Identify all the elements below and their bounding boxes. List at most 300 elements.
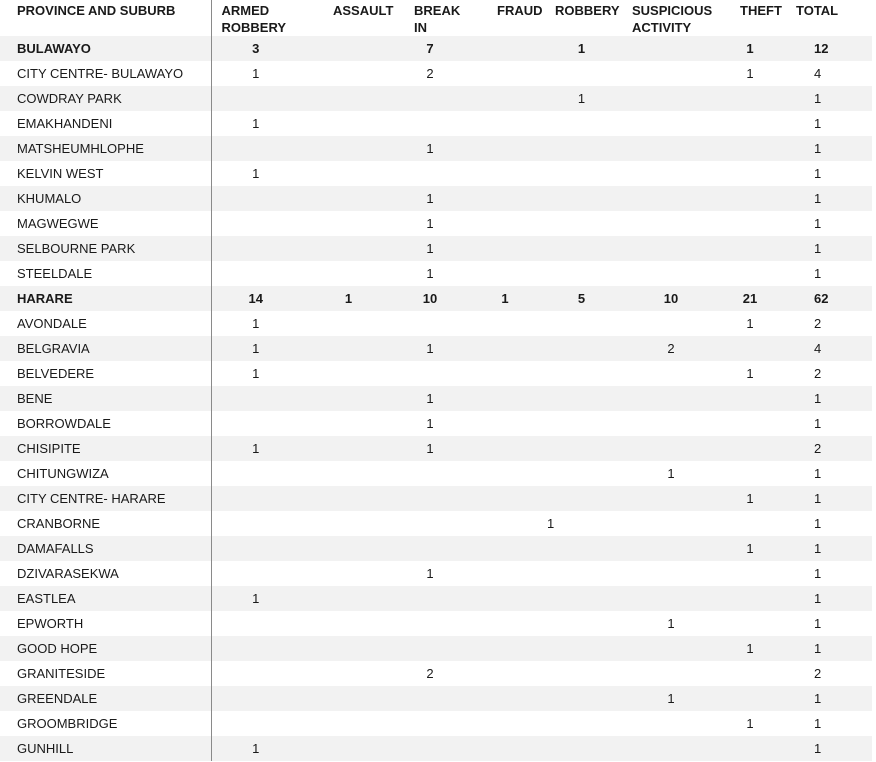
suspicious-activity-cell	[624, 436, 718, 461]
suburb-name-cell: COWDRAY PARK	[0, 86, 211, 111]
fraud-cell	[471, 636, 539, 661]
assault-cell	[308, 61, 389, 86]
table-row	[0, 736, 872, 761]
assault-cell	[308, 311, 389, 336]
total-cell: 1	[782, 686, 872, 711]
total-cell: 1	[814, 616, 822, 631]
total-cell: 4	[782, 336, 872, 361]
fraud-cell	[471, 686, 539, 711]
robbery-cell	[539, 111, 624, 136]
theft-cell	[718, 136, 782, 161]
suspicious-activity-cell: 1	[667, 466, 675, 481]
assault-cell	[308, 386, 389, 411]
fraud-cell	[471, 111, 539, 136]
header-province-suburb: PROVINCE AND SUBURB	[0, 0, 211, 36]
table-row	[0, 311, 872, 336]
break-in-cell	[389, 111, 471, 136]
table-row	[0, 611, 872, 636]
armed-robbery-cell	[211, 186, 308, 211]
theft-cell: 1	[746, 366, 754, 381]
assault-cell	[308, 336, 389, 361]
table-row	[0, 336, 872, 361]
armed-robbery-cell: 1	[211, 586, 308, 611]
robbery-cell	[539, 361, 624, 386]
suburb-name-cell: CITY CENTRE- BULAWAYO	[0, 61, 211, 86]
header-break-in: BREAK IN	[414, 3, 461, 35]
break-in-cell: 1	[426, 216, 434, 231]
robbery-cell	[539, 436, 624, 461]
fraud-cell	[471, 61, 539, 86]
total-cell: 1	[782, 386, 872, 411]
robbery-cell	[539, 686, 624, 711]
armed-robbery-cell	[211, 511, 308, 536]
table-row	[0, 436, 872, 461]
table-row	[0, 561, 872, 586]
robbery-cell	[539, 261, 624, 286]
total-cell: 12	[782, 36, 872, 61]
robbery-cell	[539, 211, 624, 236]
suspicious-activity-cell	[624, 636, 718, 661]
total-cell: 1	[814, 566, 822, 581]
header-theft: THEFT	[740, 3, 782, 18]
total-cell: 1	[782, 636, 872, 661]
suspicious-activity-cell	[624, 661, 718, 686]
robbery-cell	[539, 486, 624, 511]
suburb-name-cell: GREENDALE	[0, 686, 211, 711]
total-cell: 1	[782, 486, 872, 511]
total-cell: 1	[814, 266, 822, 281]
suspicious-activity-cell	[624, 61, 718, 86]
armed-robbery-cell	[211, 211, 308, 236]
total-cell: 1	[814, 416, 822, 431]
fraud-cell	[471, 411, 539, 436]
armed-robbery-cell: 1	[211, 736, 308, 761]
robbery-cell	[539, 611, 624, 636]
table-row	[0, 186, 872, 211]
robbery-cell	[539, 136, 624, 161]
break-in-cell	[389, 736, 471, 761]
armed-robbery-cell	[211, 536, 308, 561]
theft-cell: 1	[718, 486, 782, 511]
suburb-name-cell: GOOD HOPE	[0, 636, 211, 661]
robbery-cell: 1	[547, 516, 555, 531]
suburb-name-cell: EPWORTH	[0, 611, 211, 636]
break-in-cell: 1	[389, 386, 471, 411]
robbery-cell: 1	[539, 86, 624, 111]
total-cell: 1	[814, 166, 822, 181]
fraud-cell	[471, 661, 539, 686]
suburb-name-cell: CHITUNGWIZA	[0, 461, 211, 486]
total-cell: 2	[782, 436, 872, 461]
suspicious-activity-cell	[624, 536, 718, 561]
theft-cell	[718, 586, 782, 611]
break-in-cell: 1	[389, 136, 471, 161]
robbery-cell: 1	[539, 36, 624, 61]
table-row	[0, 586, 872, 611]
suburb-name-cell: BELVEDERE	[0, 361, 211, 386]
armed-robbery-cell: 14	[211, 286, 308, 311]
assault-cell	[308, 136, 389, 161]
suspicious-activity-cell	[624, 261, 718, 286]
assault-cell	[308, 686, 389, 711]
assault-cell	[308, 586, 389, 611]
table-row	[0, 661, 872, 686]
suburb-name-cell: MAGWEGWE	[0, 211, 211, 236]
assault-cell	[308, 361, 389, 386]
theft-cell: 1	[718, 536, 782, 561]
suspicious-activity-cell	[624, 186, 718, 211]
total-cell: 4	[814, 66, 822, 81]
header-suspicious-activity: SUSPICIOUS ACTIVITY	[632, 3, 713, 35]
fraud-cell	[471, 486, 539, 511]
assault-cell	[308, 511, 389, 536]
table-row	[0, 711, 872, 736]
armed-robbery-cell	[211, 236, 308, 261]
province-name-cell: HARARE	[0, 286, 211, 311]
theft-cell	[718, 661, 782, 686]
header-armed-robbery: ARMED ROBBERY	[221, 3, 287, 35]
fraud-cell	[471, 536, 539, 561]
break-in-cell	[389, 461, 471, 486]
fraud-cell	[471, 711, 539, 736]
table-row	[0, 411, 872, 436]
robbery-cell	[539, 161, 624, 186]
province-row	[0, 286, 872, 311]
table-row	[0, 686, 872, 711]
total-cell: 1	[782, 536, 872, 561]
fraud-cell	[471, 211, 539, 236]
fraud-cell	[471, 311, 539, 336]
fraud-cell: 1	[471, 286, 539, 311]
break-in-cell	[389, 486, 471, 511]
assault-cell: 1	[308, 286, 389, 311]
suburb-name-cell: CRANBORNE	[0, 511, 211, 536]
suspicious-activity-cell	[624, 736, 718, 761]
assault-cell	[308, 486, 389, 511]
break-in-cell: 2	[426, 666, 434, 681]
break-in-cell	[389, 711, 471, 736]
fraud-cell	[471, 261, 539, 286]
armed-robbery-cell: 1	[211, 336, 308, 361]
suburb-name-cell: GROOMBRIDGE	[0, 711, 211, 736]
suburb-name-cell: STEELDALE	[0, 261, 211, 286]
suspicious-activity-cell	[624, 411, 718, 436]
theft-cell	[718, 386, 782, 411]
assault-cell	[308, 111, 389, 136]
fraud-cell	[471, 86, 539, 111]
armed-robbery-cell	[211, 636, 308, 661]
theft-cell: 1	[746, 66, 754, 81]
fraud-cell	[471, 561, 539, 586]
armed-robbery-cell	[211, 386, 308, 411]
robbery-cell	[539, 186, 624, 211]
theft-cell	[718, 111, 782, 136]
armed-robbery-cell: 1	[252, 316, 260, 331]
suspicious-activity-cell	[624, 36, 718, 61]
header-robbery: ROBBERY	[555, 3, 620, 18]
header-total: TOTAL	[796, 3, 839, 18]
break-in-cell	[389, 511, 471, 536]
assault-cell	[308, 236, 389, 261]
break-in-cell	[389, 86, 471, 111]
robbery-cell	[539, 61, 624, 86]
armed-robbery-cell	[211, 261, 308, 286]
suspicious-activity-cell: 1	[667, 616, 675, 631]
assault-cell	[308, 211, 389, 236]
suspicious-activity-cell: 1	[624, 686, 718, 711]
theft-cell	[718, 611, 782, 636]
table-body	[0, 36, 872, 761]
suspicious-activity-cell	[624, 136, 718, 161]
suspicious-activity-cell	[624, 586, 718, 611]
header-fraud: FRAUD	[497, 3, 543, 18]
suburb-name-cell: DZIVARASEKWA	[0, 561, 211, 586]
robbery-cell	[539, 711, 624, 736]
suburb-name-cell: GUNHILL	[0, 736, 211, 761]
table-row	[0, 161, 872, 186]
table-row	[0, 86, 872, 111]
table-row	[0, 61, 872, 86]
total-cell: 1	[814, 716, 822, 731]
armed-robbery-cell: 1	[211, 436, 308, 461]
assault-cell	[308, 711, 389, 736]
theft-cell	[718, 686, 782, 711]
theft-cell	[718, 211, 782, 236]
assault-cell	[308, 36, 389, 61]
robbery-cell	[539, 236, 624, 261]
armed-robbery-cell: 1	[252, 116, 260, 131]
break-in-cell: 2	[426, 66, 434, 81]
total-cell: 62	[782, 286, 872, 311]
table-row	[0, 211, 872, 236]
theft-cell	[718, 511, 782, 536]
province-name-cell: BULAWAYO	[0, 36, 211, 61]
total-cell: 1	[782, 236, 872, 261]
total-cell: 1	[782, 586, 872, 611]
total-cell: 1	[814, 466, 822, 481]
armed-robbery-cell	[211, 686, 308, 711]
break-in-cell: 1	[426, 266, 434, 281]
armed-robbery-cell: 1	[252, 166, 260, 181]
theft-cell	[718, 736, 782, 761]
theft-cell: 1	[746, 716, 754, 731]
break-in-cell	[389, 611, 471, 636]
assault-cell	[308, 186, 389, 211]
robbery-cell	[539, 386, 624, 411]
suburb-name-cell: GRANITESIDE	[0, 661, 211, 686]
table-row	[0, 136, 872, 161]
break-in-cell: 1	[389, 186, 471, 211]
total-cell: 2	[814, 666, 822, 681]
suburb-name-cell: BORROWDALE	[0, 411, 211, 436]
robbery-cell	[539, 536, 624, 561]
break-in-cell: 1	[389, 236, 471, 261]
assault-cell	[308, 536, 389, 561]
armed-robbery-cell	[211, 486, 308, 511]
suburb-name-cell: MATSHEUMHLOPHE	[0, 136, 211, 161]
suburb-name-cell: EMAKHANDENI	[0, 111, 211, 136]
suburb-name-cell: AVONDALE	[0, 311, 211, 336]
theft-cell	[718, 161, 782, 186]
suspicious-activity-cell	[624, 86, 718, 111]
theft-cell: 1	[718, 36, 782, 61]
suspicious-activity-cell	[624, 511, 718, 536]
fraud-cell	[471, 436, 539, 461]
break-in-cell: 1	[426, 416, 434, 431]
table-row	[0, 536, 872, 561]
assault-cell	[308, 161, 389, 186]
robbery-cell	[539, 636, 624, 661]
total-cell: 2	[814, 366, 822, 381]
fraud-cell	[471, 511, 539, 536]
fraud-cell	[471, 736, 539, 761]
theft-cell	[718, 561, 782, 586]
suspicious-activity-cell: 2	[624, 336, 718, 361]
theft-cell	[718, 336, 782, 361]
assault-cell	[308, 736, 389, 761]
total-cell: 1	[814, 216, 822, 231]
armed-robbery-cell	[211, 611, 308, 636]
break-in-cell: 1	[426, 566, 434, 581]
armed-robbery-cell	[211, 136, 308, 161]
assault-cell	[308, 261, 389, 286]
table-row	[0, 486, 872, 511]
suburb-name-cell: SELBOURNE PARK	[0, 236, 211, 261]
total-cell: 1	[782, 136, 872, 161]
armed-robbery-cell	[211, 711, 308, 736]
break-in-cell: 1	[389, 336, 471, 361]
fraud-cell	[471, 186, 539, 211]
suspicious-activity-cell	[624, 161, 718, 186]
fraud-cell	[471, 611, 539, 636]
armed-robbery-cell	[211, 86, 308, 111]
table-row	[0, 386, 872, 411]
armed-robbery-cell: 3	[211, 36, 308, 61]
break-in-cell: 7	[389, 36, 471, 61]
theft-cell	[718, 236, 782, 261]
province-row	[0, 36, 872, 61]
fraud-cell	[471, 586, 539, 611]
break-in-cell	[389, 536, 471, 561]
theft-cell	[718, 261, 782, 286]
break-in-cell	[389, 586, 471, 611]
suburb-name-cell: KELVIN WEST	[0, 161, 211, 186]
total-cell: 1	[782, 736, 872, 761]
robbery-cell	[539, 586, 624, 611]
break-in-cell	[389, 636, 471, 661]
armed-robbery-cell	[211, 661, 308, 686]
theft-cell	[718, 86, 782, 111]
suburb-name-cell: CITY CENTRE- HARARE	[0, 486, 211, 511]
suburb-name-cell: EASTLEA	[0, 586, 211, 611]
assault-cell	[308, 411, 389, 436]
robbery-cell	[539, 461, 624, 486]
fraud-cell	[471, 461, 539, 486]
robbery-cell: 5	[539, 286, 624, 311]
theft-cell: 1	[746, 316, 754, 331]
assault-cell	[308, 86, 389, 111]
suburb-name-cell: BENE	[0, 386, 211, 411]
fraud-cell	[471, 386, 539, 411]
total-cell: 1	[782, 186, 872, 211]
suspicious-activity-cell	[624, 386, 718, 411]
suspicious-activity-cell	[624, 486, 718, 511]
suspicious-activity-cell	[624, 711, 718, 736]
assault-cell	[308, 611, 389, 636]
assault-cell	[308, 436, 389, 461]
suburb-name-cell: KHUMALO	[0, 186, 211, 211]
table-row	[0, 261, 872, 286]
theft-cell: 1	[718, 636, 782, 661]
suspicious-activity-cell	[624, 311, 718, 336]
assault-cell	[308, 636, 389, 661]
suspicious-activity-cell: 10	[624, 286, 718, 311]
total-cell: 1	[782, 86, 872, 111]
armed-robbery-cell	[211, 461, 308, 486]
break-in-cell	[389, 361, 471, 386]
robbery-cell	[539, 411, 624, 436]
break-in-cell	[389, 161, 471, 186]
fraud-cell	[471, 36, 539, 61]
table-row	[0, 461, 872, 486]
robbery-cell	[539, 336, 624, 361]
robbery-cell	[539, 661, 624, 686]
table-row	[0, 636, 872, 661]
assault-cell	[308, 661, 389, 686]
break-in-cell: 10	[389, 286, 471, 311]
fraud-cell	[471, 136, 539, 161]
table-row	[0, 511, 872, 536]
table-row	[0, 111, 872, 136]
suburb-name-cell: BELGRAVIA	[0, 336, 211, 361]
table-row	[0, 361, 872, 386]
total-cell: 1	[814, 516, 822, 531]
armed-robbery-cell: 1	[252, 366, 260, 381]
robbery-cell	[539, 561, 624, 586]
suburb-name-cell: CHISIPITE	[0, 436, 211, 461]
suspicious-activity-cell	[624, 361, 718, 386]
robbery-cell	[539, 736, 624, 761]
fraud-cell	[471, 161, 539, 186]
theft-cell	[718, 186, 782, 211]
fraud-cell	[471, 361, 539, 386]
armed-robbery-cell	[211, 411, 308, 436]
armed-robbery-cell	[211, 561, 308, 586]
theft-cell: 21	[718, 286, 782, 311]
assault-cell	[308, 461, 389, 486]
theft-cell	[718, 461, 782, 486]
table-header-row	[0, 0, 872, 36]
total-cell: 1	[814, 116, 822, 131]
theft-cell	[718, 411, 782, 436]
suspicious-activity-cell	[624, 561, 718, 586]
total-cell: 2	[814, 316, 822, 331]
suspicious-activity-cell	[624, 236, 718, 261]
fraud-cell	[471, 236, 539, 261]
fraud-cell	[471, 336, 539, 361]
robbery-cell	[539, 311, 624, 336]
theft-cell	[718, 436, 782, 461]
break-in-cell	[389, 686, 471, 711]
assault-cell	[308, 561, 389, 586]
table-row	[0, 236, 872, 261]
suspicious-activity-cell	[624, 211, 718, 236]
header-assault: ASSAULT	[333, 3, 394, 18]
break-in-cell	[389, 311, 471, 336]
armed-robbery-cell: 1	[252, 66, 260, 81]
suspicious-activity-cell	[624, 111, 718, 136]
break-in-cell: 1	[389, 436, 471, 461]
